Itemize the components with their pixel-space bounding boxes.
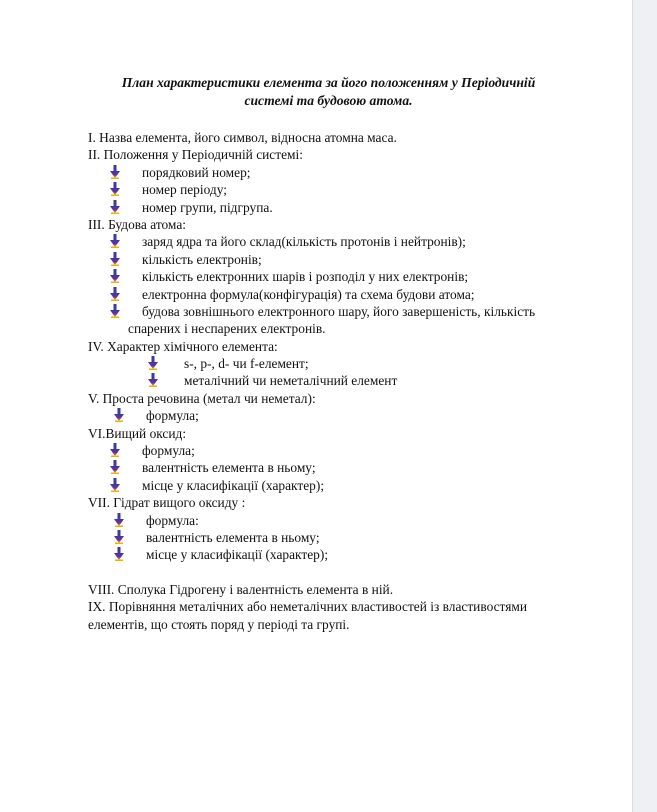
plan-content bbox=[88, 129, 608, 633]
list-item: заряд ядра та його склад(кількість протонів і нейтронів); bbox=[88, 233, 608, 250]
down-arrow-bullet-icon bbox=[110, 165, 120, 179]
down-arrow-bullet-icon bbox=[110, 287, 120, 301]
down-arrow-bullet-icon bbox=[148, 356, 158, 370]
down-arrow-bullet-icon bbox=[110, 304, 120, 318]
list-item: формула; bbox=[88, 442, 608, 459]
section-5-heading: V. Проста речовина (метал чи неметал): bbox=[88, 390, 316, 406]
section-1: I. Назва елемента, його символ, відносна атомна маса. bbox=[88, 130, 397, 145]
section-9-line-1: IX. Порівняння металічних або неметалічних властивостей із властивостями bbox=[88, 599, 528, 615]
down-arrow-bullet-icon bbox=[114, 530, 124, 544]
down-arrow-bullet-icon bbox=[110, 252, 120, 266]
document-title bbox=[0, 74, 657, 110]
section-6-heading: VI.Вищий оксид: bbox=[88, 425, 187, 441]
down-arrow-bullet-icon bbox=[110, 443, 120, 457]
list-item: формула: bbox=[88, 512, 608, 529]
title-line-1: План характеристики елемента за його положенням у Періодичній bbox=[121, 75, 536, 90]
down-arrow-bullet-icon bbox=[110, 234, 120, 248]
list-item: номер групи, підгрупа. bbox=[88, 199, 608, 216]
list-item: металічний чи неметалічний елемент bbox=[88, 372, 608, 389]
list-item: валентність елемента в ньому; bbox=[88, 459, 608, 476]
down-arrow-bullet-icon bbox=[114, 408, 124, 422]
list-item-continuation: спарених і неспарених електронів. bbox=[128, 321, 326, 337]
down-arrow-bullet-icon bbox=[110, 182, 120, 196]
section-4-heading: IV. Характер хімічного елемента: bbox=[88, 338, 278, 354]
list-item: порядковий номер; bbox=[88, 164, 608, 181]
list-item: s-, p-, d- чи f-елемент; bbox=[88, 355, 608, 372]
down-arrow-bullet-icon bbox=[110, 460, 120, 474]
section-8: VIII. Сполука Гідрогену і валентність елемента в ній. bbox=[88, 581, 394, 597]
list-item: валентність елемента в ньому; bbox=[88, 529, 608, 546]
list-item: кількість електронів; bbox=[88, 251, 608, 268]
list-item: місце у класифікації (характер); bbox=[88, 546, 608, 563]
section-3-heading: III. Будова атома: bbox=[88, 216, 186, 232]
down-arrow-bullet-icon bbox=[110, 478, 120, 492]
list-item: місце у класифікації (характер); bbox=[88, 477, 608, 494]
list-item: електронна формула(конфігурація) та схема будови атома; bbox=[88, 286, 608, 303]
section-9-line-2: елементів, що стоять поряд у періоді та групі. bbox=[88, 616, 350, 632]
list-item: номер періоду; bbox=[88, 181, 608, 198]
list-item: кількість електронних шарів і розподіл у них електронів; bbox=[88, 268, 608, 285]
section-2-heading: II. Положення у Періодичній системі: bbox=[88, 147, 303, 163]
down-arrow-bullet-icon bbox=[114, 547, 124, 561]
list-item: формула; bbox=[88, 407, 608, 424]
down-arrow-bullet-icon bbox=[114, 513, 124, 527]
down-arrow-bullet-icon bbox=[110, 269, 120, 283]
list-item: будова зовнішнього електронного шару, його завершеність, кількість bbox=[88, 303, 608, 320]
section-7-heading: VII. Гідрат вищого оксиду : bbox=[88, 495, 246, 511]
title-line-2: системі та будовою атома. bbox=[244, 93, 413, 108]
down-arrow-bullet-icon bbox=[148, 373, 158, 387]
down-arrow-bullet-icon bbox=[110, 200, 120, 214]
